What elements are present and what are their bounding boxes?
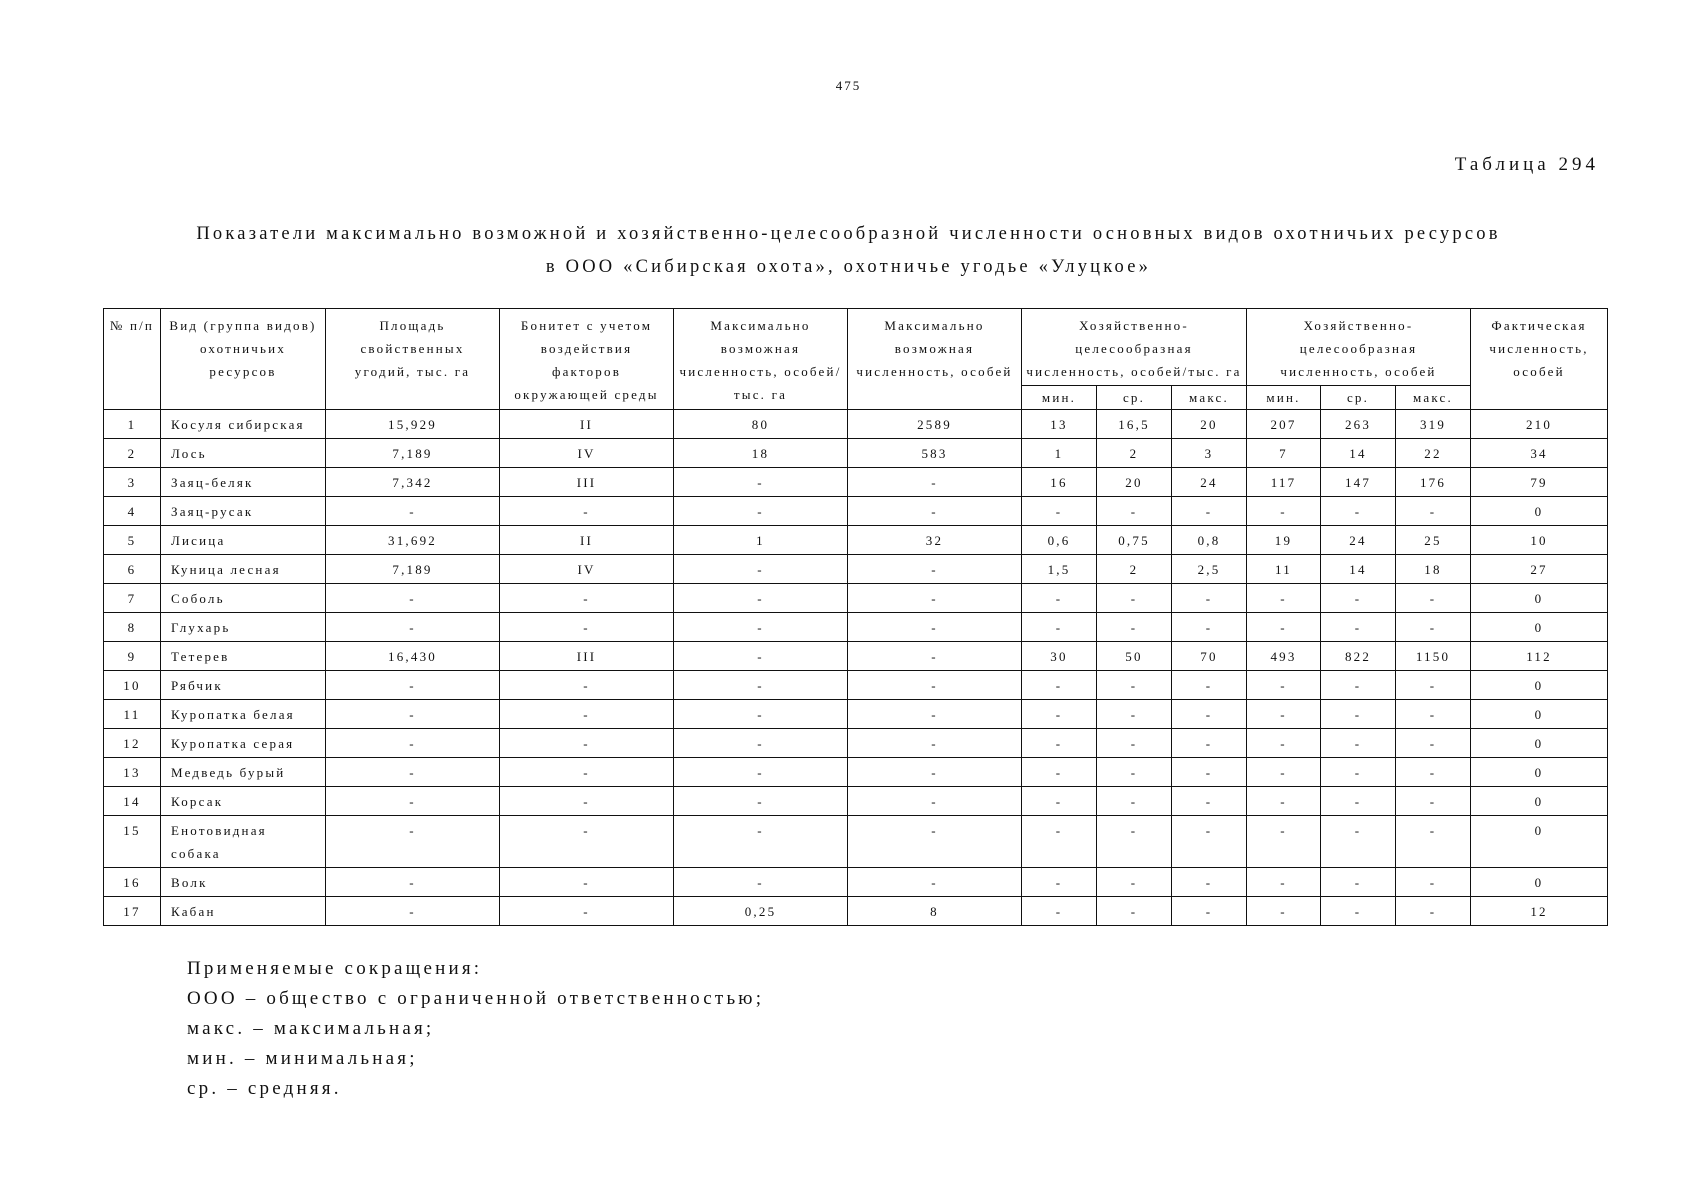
cell-density-avg: -	[1097, 816, 1172, 868]
cell-area: -	[326, 897, 500, 926]
cell-max-count: -	[848, 816, 1022, 868]
cell-density-avg: -	[1097, 497, 1172, 526]
cell-count-avg: 147	[1321, 468, 1396, 497]
note-item: макс. – максимальная;	[187, 1018, 435, 1039]
cell-max-density: 0,25	[674, 897, 848, 926]
cell-max-density: -	[674, 868, 848, 897]
cell-max-count: -	[848, 468, 1022, 497]
header-max-density: Максимально возможная численность, особей/тыс. га	[674, 309, 848, 410]
cell-density-avg: -	[1097, 787, 1172, 816]
header-bonitet: Бонитет с учетом воздействия факторов окружающей среды	[500, 309, 674, 410]
cell-num: 11	[104, 700, 161, 729]
cell-density-min: 13	[1022, 410, 1097, 439]
cell-density-max: -	[1172, 729, 1247, 758]
cell-num: 4	[104, 497, 161, 526]
document-title	[100, 218, 1597, 284]
cell-count-max: -	[1396, 671, 1471, 700]
subheader-count-min: мин.	[1247, 386, 1321, 410]
cell-area: -	[326, 613, 500, 642]
cell-density-max: 2,5	[1172, 555, 1247, 584]
cell-density-min: 1,5	[1022, 555, 1097, 584]
cell-max-count: -	[848, 642, 1022, 671]
cell-actual: 0	[1471, 868, 1608, 897]
cell-num: 1	[104, 410, 161, 439]
cell-max-count: -	[848, 868, 1022, 897]
cell-area: -	[326, 584, 500, 613]
cell-max-density: -	[674, 613, 848, 642]
cell-max-density: -	[674, 700, 848, 729]
cell-count-min: -	[1247, 613, 1321, 642]
cell-density-min: -	[1022, 671, 1097, 700]
table-row	[104, 671, 1608, 700]
cell-density-min: -	[1022, 497, 1097, 526]
cell-density-min: 30	[1022, 642, 1097, 671]
cell-density-min: -	[1022, 816, 1097, 868]
cell-num: 16	[104, 868, 161, 897]
cell-count-avg: 822	[1321, 642, 1396, 671]
cell-count-max: -	[1396, 729, 1471, 758]
cell-num: 7	[104, 584, 161, 613]
cell-count-max: -	[1396, 758, 1471, 787]
cell-density-max: 3	[1172, 439, 1247, 468]
cell-max-count: -	[848, 613, 1022, 642]
cell-num: 9	[104, 642, 161, 671]
cell-species: Глухарь	[161, 613, 326, 642]
cell-species: Косуля сибирская	[161, 410, 326, 439]
table-row	[104, 729, 1608, 758]
cell-max-density: -	[674, 758, 848, 787]
cell-count-min: -	[1247, 868, 1321, 897]
cell-density-avg: -	[1097, 868, 1172, 897]
cell-bonitet: -	[500, 700, 674, 729]
cell-density-min: 1	[1022, 439, 1097, 468]
cell-count-max: 22	[1396, 439, 1471, 468]
subheader-density-min: мин.	[1022, 386, 1097, 410]
cell-count-max: -	[1396, 787, 1471, 816]
header-species: Вид (группа видов) охотничьих ресурсов	[161, 309, 326, 410]
cell-density-avg: -	[1097, 671, 1172, 700]
cell-area: 7,342	[326, 468, 500, 497]
header-actual: Фактическая численность, особей	[1471, 309, 1608, 410]
cell-num: 14	[104, 787, 161, 816]
cell-density-avg: -	[1097, 584, 1172, 613]
table-row	[104, 439, 1608, 468]
table-body	[104, 410, 1608, 926]
cell-num: 6	[104, 555, 161, 584]
cell-bonitet: II	[500, 410, 674, 439]
cell-bonitet: -	[500, 729, 674, 758]
cell-density-max: -	[1172, 700, 1247, 729]
title-line-2: в ООО «Сибирская охота», охотничье угодье «Улуцкое»	[545, 257, 1152, 277]
header-eco-density: Хозяйственно-целесообразная численность, особей/тыс. га	[1022, 309, 1247, 386]
cell-max-density: -	[674, 729, 848, 758]
cell-count-avg: 14	[1321, 439, 1396, 468]
cell-density-avg: -	[1097, 729, 1172, 758]
cell-count-avg: -	[1321, 897, 1396, 926]
cell-num: 17	[104, 897, 161, 926]
cell-actual: 12	[1471, 897, 1608, 926]
cell-density-avg: 2	[1097, 555, 1172, 584]
cell-bonitet: IV	[500, 439, 674, 468]
cell-actual: 27	[1471, 555, 1608, 584]
cell-actual: 0	[1471, 584, 1608, 613]
cell-count-avg: -	[1321, 613, 1396, 642]
table-row	[104, 613, 1608, 642]
cell-max-count: 32	[848, 526, 1022, 555]
cell-area: -	[326, 671, 500, 700]
cell-actual: 79	[1471, 468, 1608, 497]
cell-max-density: -	[674, 642, 848, 671]
table-row	[104, 468, 1608, 497]
cell-num: 10	[104, 671, 161, 700]
page-number: 475	[835, 78, 862, 93]
subheader-count-avg: ср.	[1321, 386, 1396, 410]
cell-count-min: -	[1247, 729, 1321, 758]
cell-bonitet: -	[500, 816, 674, 868]
cell-area: -	[326, 700, 500, 729]
cell-actual: 0	[1471, 787, 1608, 816]
cell-max-density: -	[674, 497, 848, 526]
table-row	[104, 897, 1608, 926]
cell-density-avg: 0,75	[1097, 526, 1172, 555]
cell-species: Куропатка белая	[161, 700, 326, 729]
cell-species: Тетерев	[161, 642, 326, 671]
cell-count-min: -	[1247, 584, 1321, 613]
cell-count-max: 176	[1396, 468, 1471, 497]
cell-count-avg: -	[1321, 700, 1396, 729]
cell-species: Лисица	[161, 526, 326, 555]
cell-area: -	[326, 497, 500, 526]
cell-area: -	[326, 816, 500, 868]
cell-area: 16,430	[326, 642, 500, 671]
population-table	[103, 308, 1608, 926]
cell-max-count: -	[848, 700, 1022, 729]
cell-num: 12	[104, 729, 161, 758]
cell-density-max: -	[1172, 868, 1247, 897]
cell-max-count: -	[848, 729, 1022, 758]
cell-actual: 0	[1471, 613, 1608, 642]
cell-count-avg: -	[1321, 758, 1396, 787]
cell-area: 31,692	[326, 526, 500, 555]
cell-density-max: -	[1172, 584, 1247, 613]
cell-species: Куница лесная	[161, 555, 326, 584]
cell-count-avg: 24	[1321, 526, 1396, 555]
cell-species: Заяц-русак	[161, 497, 326, 526]
cell-max-count: -	[848, 758, 1022, 787]
cell-species: Рябчик	[161, 671, 326, 700]
cell-density-max: -	[1172, 897, 1247, 926]
cell-species: Заяц-беляк	[161, 468, 326, 497]
cell-count-min: 117	[1247, 468, 1321, 497]
cell-max-count: 8	[848, 897, 1022, 926]
cell-count-min: 11	[1247, 555, 1321, 584]
table-row	[104, 642, 1608, 671]
cell-density-max: 24	[1172, 468, 1247, 497]
cell-species: Кабан	[161, 897, 326, 926]
cell-density-min: -	[1022, 758, 1097, 787]
cell-max-count: -	[848, 671, 1022, 700]
header-eco-count: Хозяйственно-целесообразная численность, особей	[1247, 309, 1471, 386]
cell-density-max: -	[1172, 787, 1247, 816]
cell-area: 7,189	[326, 555, 500, 584]
cell-bonitet: -	[500, 613, 674, 642]
cell-max-density: -	[674, 816, 848, 868]
table-row	[104, 816, 1608, 868]
cell-count-min: -	[1247, 671, 1321, 700]
subheader-density-avg: ср.	[1097, 386, 1172, 410]
cell-count-min: 493	[1247, 642, 1321, 671]
cell-count-min: 207	[1247, 410, 1321, 439]
cell-area: -	[326, 868, 500, 897]
cell-count-avg: -	[1321, 787, 1396, 816]
cell-area: 15,929	[326, 410, 500, 439]
cell-count-avg: -	[1321, 816, 1396, 868]
header-num: № п/п	[104, 309, 161, 410]
cell-density-min: 16	[1022, 468, 1097, 497]
cell-max-density: -	[674, 671, 848, 700]
cell-count-avg: -	[1321, 584, 1396, 613]
cell-max-density: -	[674, 584, 848, 613]
cell-species: Волк	[161, 868, 326, 897]
cell-density-max: 20	[1172, 410, 1247, 439]
cell-max-count: 2589	[848, 410, 1022, 439]
cell-actual: 0	[1471, 729, 1608, 758]
cell-count-min: -	[1247, 897, 1321, 926]
table-row	[104, 700, 1608, 729]
cell-actual: 0	[1471, 671, 1608, 700]
abbreviations-notes	[187, 954, 764, 1104]
notes-heading: Применяемые сокращения:	[187, 958, 483, 979]
cell-num: 15	[104, 816, 161, 868]
cell-count-avg: -	[1321, 729, 1396, 758]
subheader-density-max: макс.	[1172, 386, 1247, 410]
cell-bonitet: -	[500, 584, 674, 613]
subheader-count-max: макс.	[1396, 386, 1471, 410]
cell-density-max: -	[1172, 758, 1247, 787]
cell-bonitet: III	[500, 642, 674, 671]
cell-density-max: -	[1172, 613, 1247, 642]
note-item: мин. – минимальная;	[187, 1048, 418, 1069]
cell-bonitet: II	[500, 526, 674, 555]
cell-actual: 10	[1471, 526, 1608, 555]
cell-density-avg: -	[1097, 897, 1172, 926]
cell-max-density: -	[674, 555, 848, 584]
cell-actual: 0	[1471, 497, 1608, 526]
table-header-row	[104, 309, 1608, 386]
cell-density-max: -	[1172, 497, 1247, 526]
table-row	[104, 410, 1608, 439]
cell-count-max: -	[1396, 868, 1471, 897]
table-row	[104, 497, 1608, 526]
cell-bonitet: -	[500, 868, 674, 897]
cell-num: 5	[104, 526, 161, 555]
cell-species: Лось	[161, 439, 326, 468]
cell-bonitet: -	[500, 671, 674, 700]
cell-density-avg: 50	[1097, 642, 1172, 671]
cell-max-density: 18	[674, 439, 848, 468]
cell-actual: 0	[1471, 758, 1608, 787]
cell-species: Корсак	[161, 787, 326, 816]
cell-num: 3	[104, 468, 161, 497]
cell-species: Куропатка серая	[161, 729, 326, 758]
cell-species: Соболь	[161, 584, 326, 613]
cell-density-max: -	[1172, 671, 1247, 700]
cell-density-min: -	[1022, 584, 1097, 613]
table-row	[104, 526, 1608, 555]
cell-density-min: -	[1022, 700, 1097, 729]
cell-num: 8	[104, 613, 161, 642]
cell-bonitet: -	[500, 497, 674, 526]
cell-num: 2	[104, 439, 161, 468]
cell-density-avg: 2	[1097, 439, 1172, 468]
header-area: Площадь свойственных угодий, тыс. га	[326, 309, 500, 410]
cell-count-avg: 263	[1321, 410, 1396, 439]
table-label: Таблица 294	[1454, 154, 1599, 175]
cell-density-max: -	[1172, 816, 1247, 868]
cell-max-density: 80	[674, 410, 848, 439]
table-row	[104, 758, 1608, 787]
cell-count-min: -	[1247, 787, 1321, 816]
cell-actual: 112	[1471, 642, 1608, 671]
cell-density-avg: 20	[1097, 468, 1172, 497]
cell-max-count: -	[848, 584, 1022, 613]
title-line-1: Показатели максимально возможной и хозяйственно-целесообразной численности основных видов охотничьих ресурсов	[196, 224, 1501, 244]
table-row	[104, 868, 1608, 897]
cell-count-max: -	[1396, 897, 1471, 926]
cell-actual: 0	[1471, 816, 1608, 868]
table-row	[104, 555, 1608, 584]
table-row	[104, 787, 1608, 816]
cell-max-count: 583	[848, 439, 1022, 468]
cell-bonitet: III	[500, 468, 674, 497]
cell-density-avg: -	[1097, 700, 1172, 729]
cell-area: 7,189	[326, 439, 500, 468]
cell-count-max: -	[1396, 584, 1471, 613]
cell-density-min: -	[1022, 729, 1097, 758]
cell-density-min: 0,6	[1022, 526, 1097, 555]
cell-density-avg: -	[1097, 758, 1172, 787]
cell-count-min: 19	[1247, 526, 1321, 555]
note-item: ООО – общество с ограниченной ответственностью;	[187, 988, 765, 1009]
cell-count-avg: -	[1321, 868, 1396, 897]
cell-bonitet: -	[500, 897, 674, 926]
cell-count-max: -	[1396, 613, 1471, 642]
cell-density-max: 0,8	[1172, 526, 1247, 555]
cell-max-density: -	[674, 787, 848, 816]
cell-count-avg: -	[1321, 497, 1396, 526]
cell-area: -	[326, 758, 500, 787]
cell-count-min: 7	[1247, 439, 1321, 468]
cell-max-density: 1	[674, 526, 848, 555]
cell-actual: 0	[1471, 700, 1608, 729]
header-max-count: Максимально возможная численность, особей	[848, 309, 1022, 410]
cell-max-density: -	[674, 468, 848, 497]
cell-max-count: -	[848, 497, 1022, 526]
cell-density-min: -	[1022, 868, 1097, 897]
cell-max-count: -	[848, 555, 1022, 584]
cell-count-max: 18	[1396, 555, 1471, 584]
cell-density-max: 70	[1172, 642, 1247, 671]
cell-density-avg: -	[1097, 613, 1172, 642]
cell-count-avg: 14	[1321, 555, 1396, 584]
table-row	[104, 584, 1608, 613]
cell-count-max: 319	[1396, 410, 1471, 439]
cell-area: -	[326, 787, 500, 816]
cell-actual: 210	[1471, 410, 1608, 439]
cell-count-avg: -	[1321, 671, 1396, 700]
cell-area: -	[326, 729, 500, 758]
cell-count-max: -	[1396, 497, 1471, 526]
cell-density-min: -	[1022, 897, 1097, 926]
cell-count-max: -	[1396, 816, 1471, 868]
cell-density-min: -	[1022, 787, 1097, 816]
cell-density-avg: 16,5	[1097, 410, 1172, 439]
cell-bonitet: -	[500, 787, 674, 816]
cell-count-max: 25	[1396, 526, 1471, 555]
cell-actual: 34	[1471, 439, 1608, 468]
cell-species: Медведь бурый	[161, 758, 326, 787]
cell-count-max: -	[1396, 700, 1471, 729]
cell-count-min: -	[1247, 497, 1321, 526]
cell-count-max: 1150	[1396, 642, 1471, 671]
note-item: ср. – средняя.	[187, 1078, 342, 1099]
cell-bonitet: -	[500, 758, 674, 787]
cell-count-min: -	[1247, 816, 1321, 868]
cell-count-min: -	[1247, 758, 1321, 787]
cell-max-count: -	[848, 787, 1022, 816]
cell-density-min: -	[1022, 613, 1097, 642]
cell-num: 13	[104, 758, 161, 787]
cell-species: Енотовидная собака	[161, 816, 326, 868]
cell-bonitet: IV	[500, 555, 674, 584]
cell-count-min: -	[1247, 700, 1321, 729]
